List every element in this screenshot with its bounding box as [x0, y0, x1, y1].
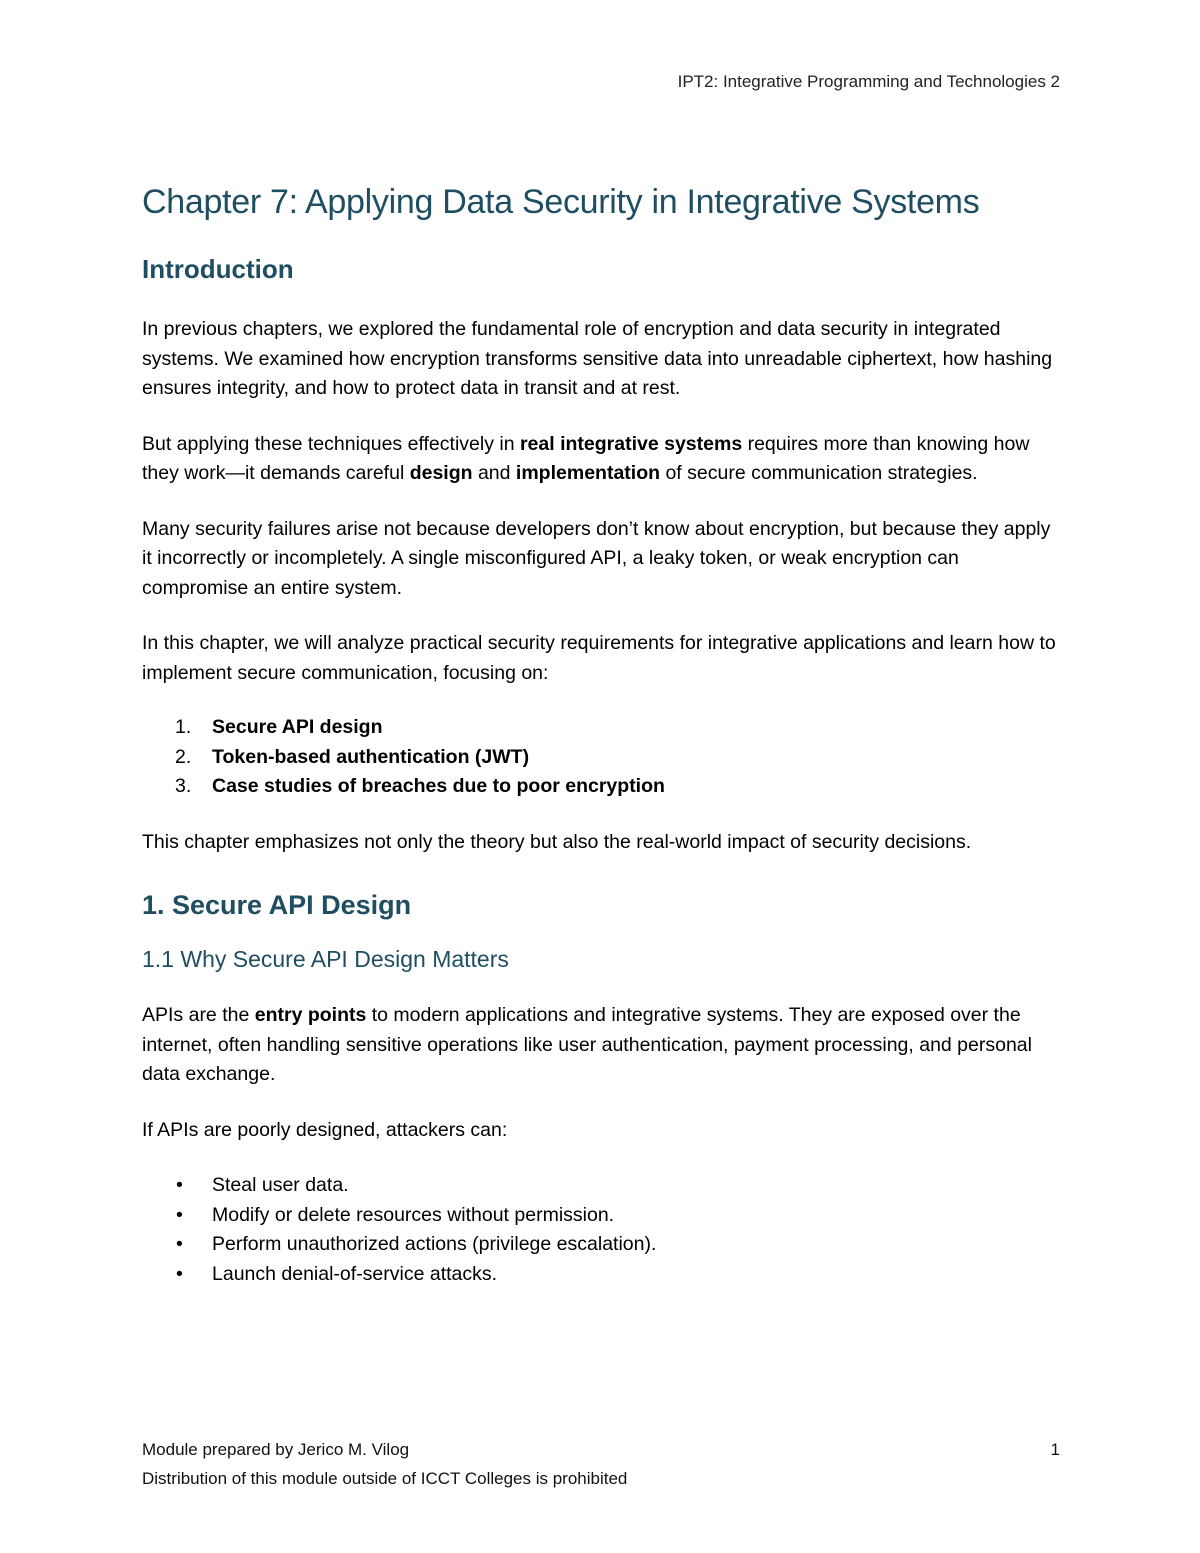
list-item-label: Secure API design — [212, 716, 383, 738]
intro-paragraph-3: Many security failures arise not because developers don’t know about encryption, but because they apply it incorrectly or incompletely. A single misconfigured API, a leaky token, or weak encryption can compromise an entire system. — [142, 517, 1051, 599]
list-number: 2. — [175, 745, 192, 768]
footer-author: Module prepared by Jerico M. Vilog — [142, 1440, 410, 1459]
list-item — [142, 1260, 1062, 1290]
text-run: and — [472, 462, 516, 484]
list-item — [142, 743, 1062, 773]
section-paragraph-2: If APIs are poorly designed, attackers can: — [142, 1118, 508, 1141]
bullet-icon: • — [176, 1262, 183, 1285]
document-body — [142, 178, 1062, 1289]
list-item-label: Modify or delete resources without permission. — [212, 1203, 615, 1226]
text-run: of secure communication strategies. — [660, 462, 978, 484]
footer-distribution-notice: Distribution of this module outside of ICCT Colleges is prohibited — [142, 1469, 628, 1488]
list-item-label: Launch denial-of-service attacks. — [212, 1262, 498, 1285]
bullet-icon: • — [176, 1174, 183, 1196]
course-code: IPT2: — [677, 72, 719, 91]
list-item — [142, 1171, 1062, 1201]
list-number: 1. — [175, 716, 192, 738]
bullet-icon: • — [176, 1203, 183, 1226]
list-item-label: Token-based authentication (JWT) — [212, 745, 530, 768]
text-run: APIs are the — [142, 1004, 255, 1026]
text-run: requires more than knowing how they work—it demands careful — [142, 432, 1030, 484]
list-item-label: Steal user data. — [212, 1174, 349, 1196]
list-item-label: Case studies of breaches due to poor encryption — [212, 775, 665, 797]
text-run: to modern applications and integrative systems. They are exposed over the internet, often handling sensitive operations like user authentication, payment processing, and personal data exchange. — [142, 1004, 1032, 1085]
bullet-icon: • — [176, 1233, 183, 1255]
intro-paragraph-4: In this chapter, we will analyze practical security requirements for integrative applications and learn how to implement secure communication, focusing on: — [142, 632, 1056, 684]
introduction-heading: Introduction — [142, 254, 294, 284]
page-number: 1 — [1050, 1440, 1060, 1459]
text-run: But applying these techniques effectively in — [142, 432, 520, 455]
threats-list — [142, 1171, 1062, 1289]
list-number: 3. — [175, 775, 192, 797]
list-item — [142, 713, 1062, 743]
page-footer — [142, 1435, 1062, 1493]
bold-phrase: design — [409, 462, 473, 484]
intro-paragraph-1: In previous chapters, we explored the fundamental role of encryption and data security in integrated systems. We examined how encryption transforms sensitive data into unreadable ciphertext, how hashing ensures integrity, and how to protect data in transit and at rest. — [142, 318, 1053, 399]
section-paragraph-1 — [142, 1001, 1062, 1090]
bold-phrase: entry points — [254, 1004, 367, 1026]
course-title: Integrative Programming and Technologies 2 — [718, 72, 1060, 91]
page-header — [678, 72, 1060, 92]
bold-phrase: real integrative systems — [519, 432, 743, 455]
intro-paragraph-2 — [142, 430, 1062, 489]
intro-paragraph-5: This chapter emphasizes not only the theory but also the real-world impact of security decisions. — [142, 830, 972, 853]
list-item-label: Perform unauthorized actions (privilege escalation). — [212, 1233, 657, 1255]
chapter-title: Chapter 7: Applying Data Security in Integrative Systems — [142, 183, 980, 221]
bold-phrase: implementation — [515, 462, 661, 484]
section-heading: 1. Secure API Design — [142, 890, 412, 920]
topics-list — [142, 713, 1062, 802]
list-item — [142, 1201, 1062, 1231]
list-item — [142, 772, 1062, 802]
subsection-heading: 1.1 Why Secure API Design Matters — [142, 946, 509, 972]
list-item — [142, 1230, 1062, 1260]
